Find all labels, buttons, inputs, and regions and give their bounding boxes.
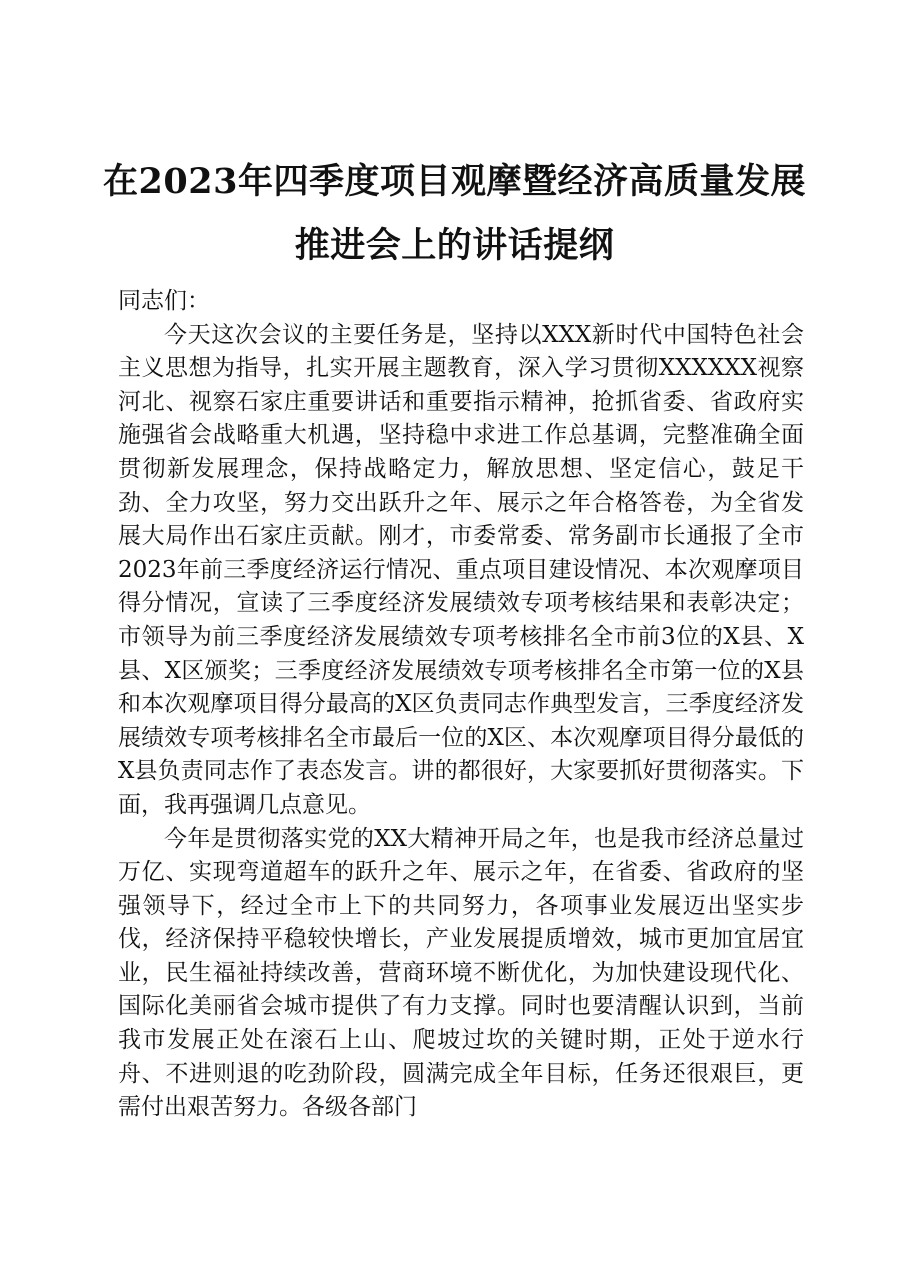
document-body [118, 285, 804, 1125]
document-title-line-1: 在2023年四季度项目观摩暨经济高质量发展 [103, 161, 806, 202]
document-title-line-2: 推进会上的讲话提纲 [294, 225, 615, 266]
paragraph-1: 今天这次会议的主要任务是，坚持以XXX新时代中国特色社会主义思想为指导，扎实开展主题教育，深入学习贯彻XXXXXX视察河北、视察石家庄重要讲话和重要指示精神，抢抓省委、省政府实施强省会战略重大机遇，坚持稳中求进工作总基调，完整准确全面贯彻新发展理念，保持战略定力，解放思想、坚定信心，鼓足干劲、全力攻坚，努力交出跃升之年、展示之年合格答卷，为全省发展大局作出石家庄贡献。刚才，市委常委、常务副市长通报了全市2023年前三季度经济运行情况、重点项目建设情况、本次观摩项目得分情况，宣读了三季度经济发展绩效专项考核结果和表彰决定；市领导为前三季度经济发展绩效专项考核排名全市前3位的X县、X县、X区颁奖；三季度经济发展绩效专项考核排名全市第一位的X县和本次观摩项目得分最高的X区负责同志作典型发言，三季度经济发展绩效专项考核排名全市最后一位的X区、本次观摩项目得分最低的X县负责同志作了表态发言。讲的都很好，大家要抓好贯彻落实。下面，我再强调几点意见。 [118, 321, 804, 818]
paragraph-2: 今年是贯彻落实党的XX大精神开局之年，也是我市经济总量过万亿、实现弯道超车的跃升之年、展示之年，在省委、省政府的坚强领导下，经过全市上下的共同努力，各项事业发展迈出坚实步伐，经济保持平稳较快增长，产业发展提质增效，城市更加宜居宜业，民生福祉持续改善，营商环境不断优化，为加快建设现代化、国际化美丽省会城市提供了有力支撑。同时也要清醒认识到，当前我市发展正处在滚石上山、爬坡过坎的关键时期，正处于逆水行舟、不进则退的吃劲阶段，圆满完成全年目标，任务还很艰巨，更需付出艰苦努力。各级各部门 [118, 825, 804, 1121]
salutation: 同志们： [118, 288, 210, 314]
